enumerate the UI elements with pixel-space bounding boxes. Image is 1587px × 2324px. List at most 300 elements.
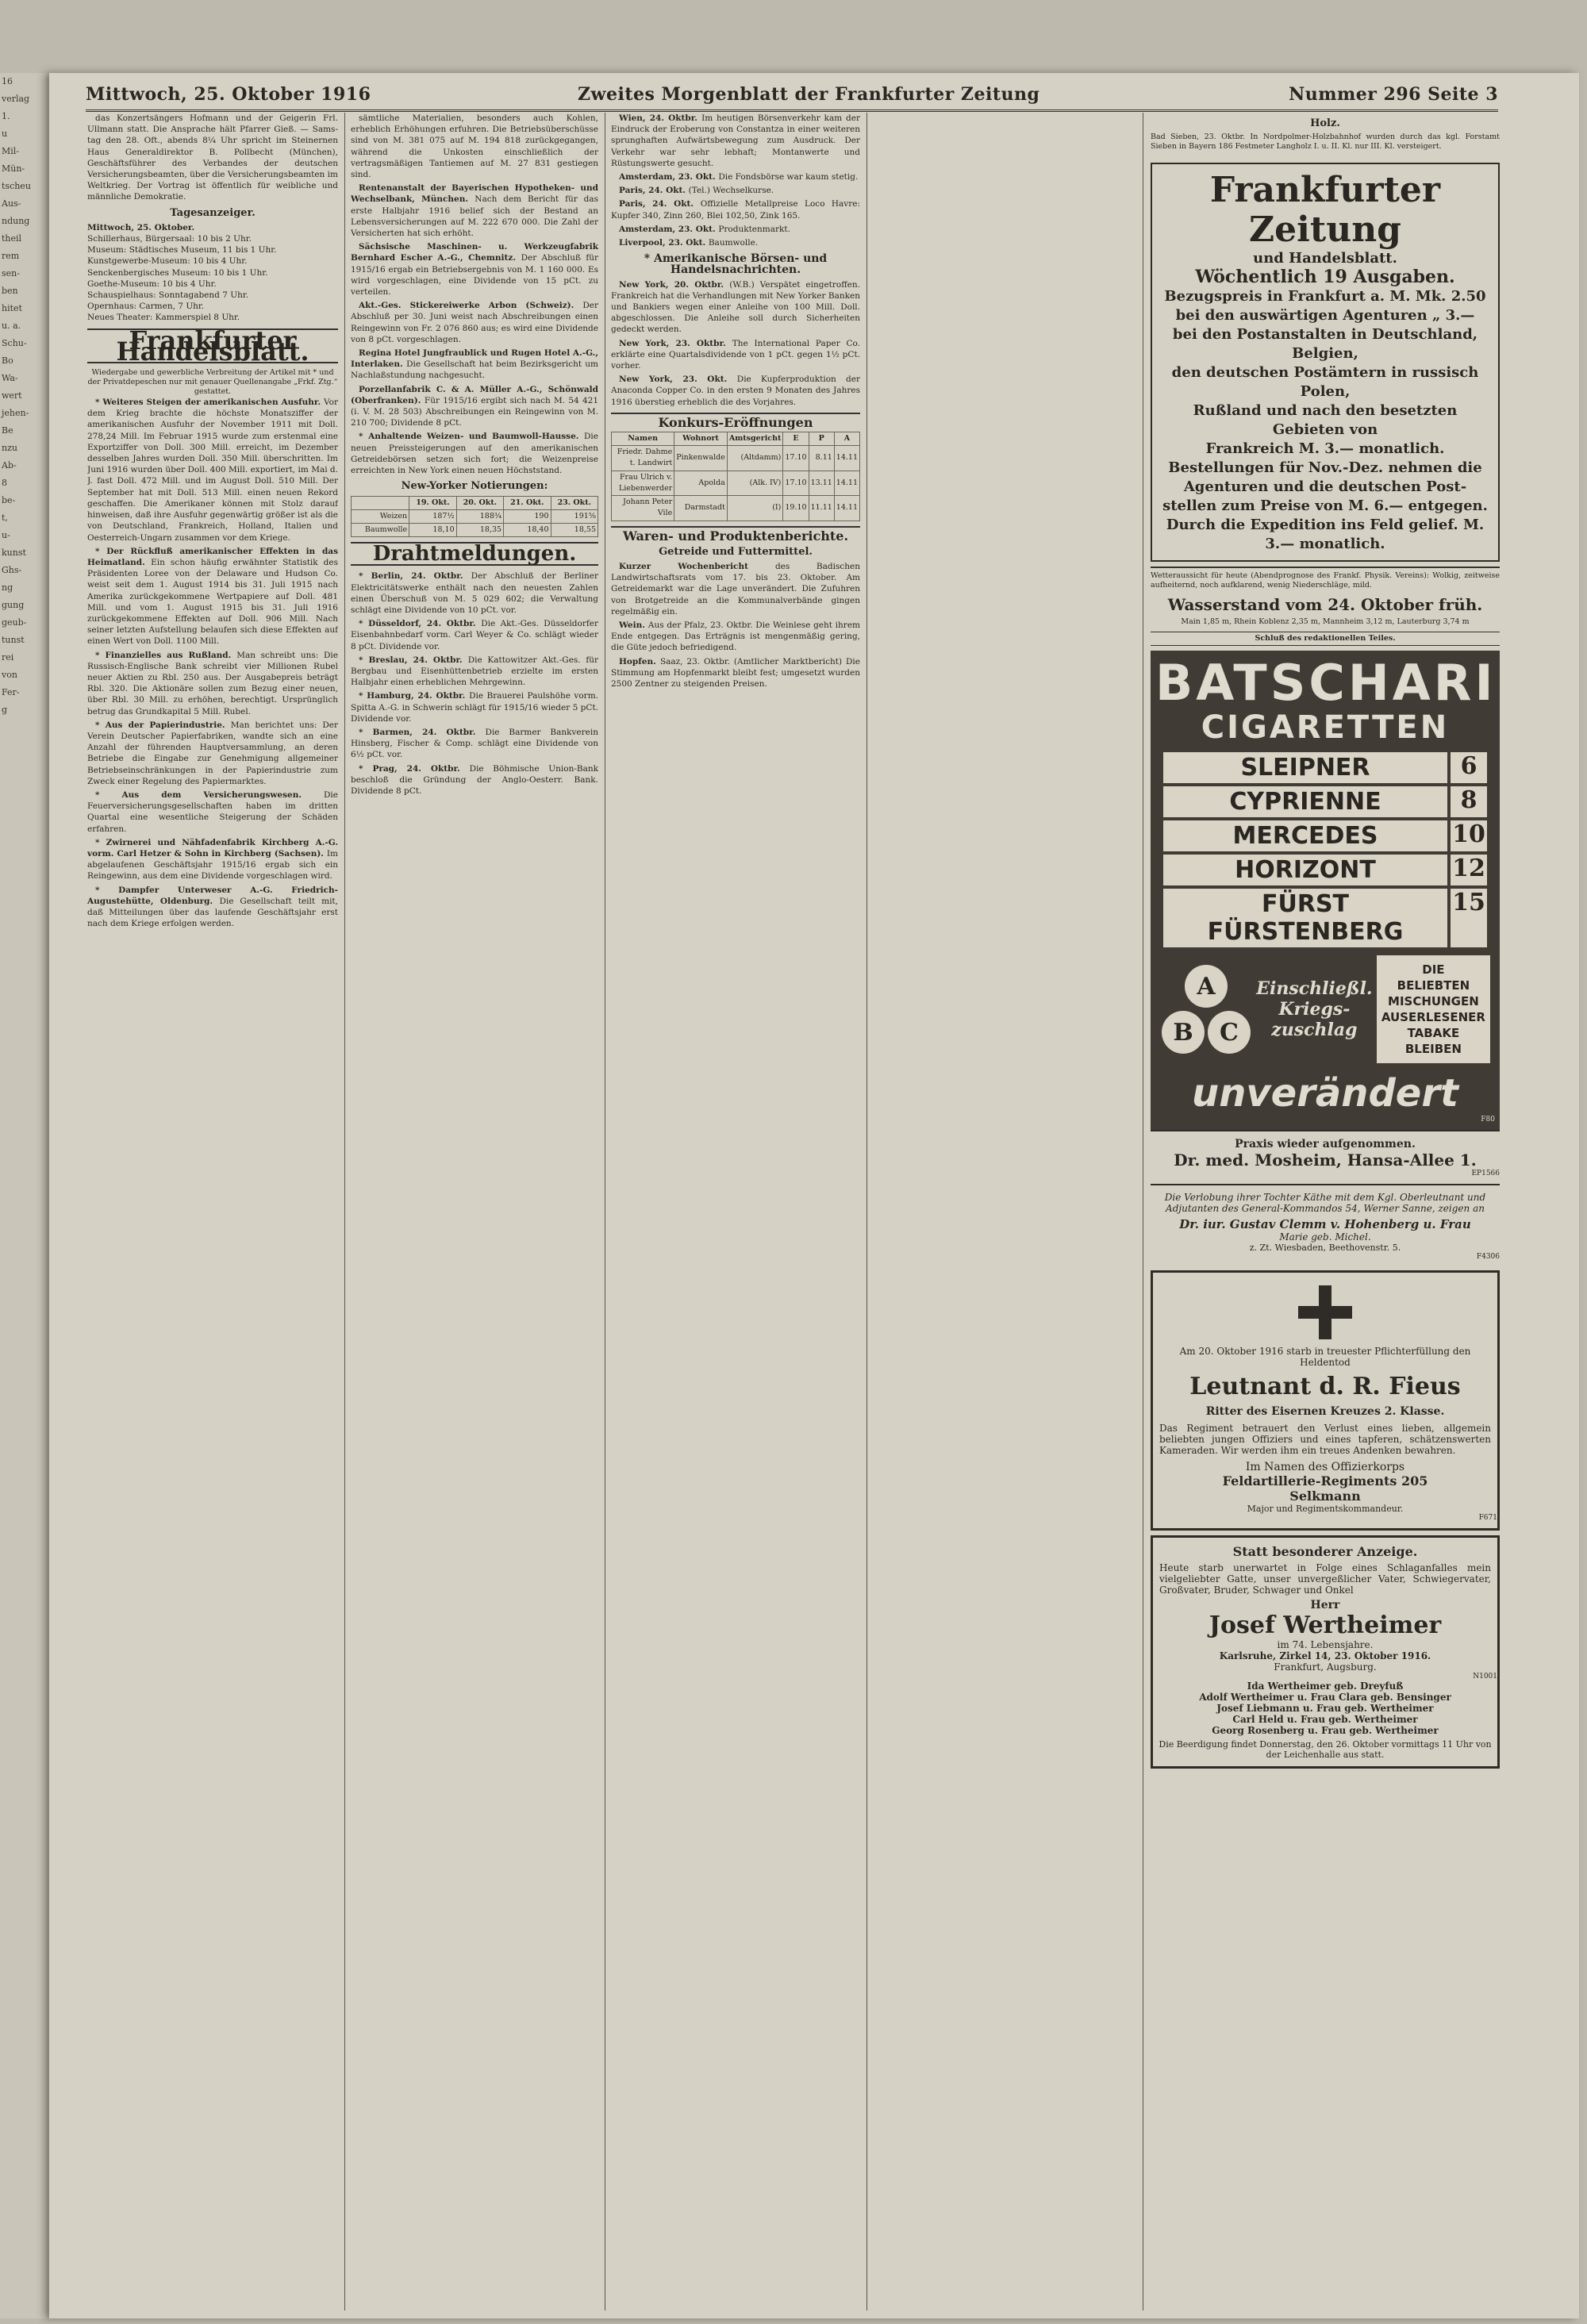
article-text: Die Fondsbörse war kaum stetig. [718,172,859,182]
table-header-cell: Namen [612,432,674,446]
article [611,198,860,221]
cigarette-price: 12 [1451,855,1487,885]
amer-news-list [611,279,860,408]
verlobung-text: Die Verlobung ihrer Tochter Käthe mit dem Kgl. Oberleutnant und Adjutanten des General-Kommandos 54, Werner Sanne, zeigen an [1164,1192,1486,1214]
abc-letter: B [1162,1011,1205,1054]
agenda-list [87,233,338,324]
batschari-unveraendert: unverändert [1192,1071,1458,1116]
margin-fragment: 1. [2,111,10,121]
table-cell: Apolda [674,471,728,495]
wert-text: Heute starb unerwartet in Folge eines Schlaganfalles mein vielgeliebter Gatte, unser unvergeßlicher Vater, Schwiegervater, Großvater, Bruder, Schwager und Onkel [1159,1562,1491,1596]
article-head: Wein. [619,620,648,630]
batschari-list [1163,752,1487,947]
margin-fragment: u. a. [2,321,21,331]
fieus-rank: Ritter des Eisernen Kreuzes 2. Klasse. [1205,1405,1445,1418]
table-cell: (Alk. IV) [727,471,783,495]
article [611,656,860,690]
margin-fragment: Fer- [2,687,20,697]
wert-mourner: Josef Liebmann u. Frau geb. Wertheimer [1216,1703,1434,1714]
margin-fragment: theil [2,233,22,244]
fieus-corps: Im Namen des Offizierkorps [1245,1461,1405,1473]
margin-fragment: tunst [2,635,25,645]
article [87,885,338,930]
fieus-signer-title: Major und Regimentskommandeur. [1247,1504,1404,1514]
article-text: Baumwolle. [708,238,759,248]
article [611,279,860,336]
wasser-title: Wasserstand vom 24. Oktober früh. [1167,595,1483,614]
table-header-cell: A [834,432,859,446]
praxis-name: Dr. med. Mosheim, Hansa-Allee 1. [1174,1150,1477,1170]
table-cell: (Altdamm) [727,446,783,471]
ny-price-table [351,496,598,538]
wert-funeral: Die Beerdigung findet Donnerstag, den 26. Oktober vormittags 11 Uhr von der Leichenhalle aus statt. [1159,1739,1492,1760]
article-text: Die Feuerversicherungsgesellschaften haben im dritten Quartal eine wesentliche Steigerung der Schäden erfahren. [87,789,338,834]
margin-fragment: Ab- [2,460,17,471]
table-header-cell: P [809,432,834,446]
table-cell: Pinkenwalde [674,446,728,471]
table-header-row [612,432,860,446]
margin-fragment: Aus- [2,198,21,209]
article-head: Wien, 24. Oktbr. [619,113,702,123]
article-text: Der Abschluß per 30. Juni weist nach Abschreibungen einen Reingewinn von Fr. 2 076 860 aus; es wird eine Dividende von 8 pCt. vorgeschlagen. [351,301,598,344]
table-cell: 8.11 [809,446,834,471]
wert-mourner: Carl Held u. Frau geb. Wertheimer [1232,1714,1418,1725]
ny-table-title: New-Yorker Notierungen: [401,480,548,493]
table-cell: 11.11 [809,496,834,520]
margin-fragment: Wa- [2,373,18,383]
table-cell: 188¾ [456,509,503,523]
article-text: Im abgelaufenen Geschäftsjahr 1915/16 ergab sich ein Reingewinn, aus dem eine Dividende vorgeschlagen wird. [87,848,338,882]
masthead-date: Mittwoch, 25. Oktober 1916 [86,84,371,105]
cigarette-brand: MERCEDES [1163,820,1447,851]
fz-line: Bestellungen für Nov.-Dez. nehmen die [1168,459,1482,476]
article-text: Offizielle Metallpreise Loco Havre: Kupfer 340, Zinn 260, Blei 102,50, Zink 165. [611,199,860,221]
table-header-cell: 23. Okt. [551,496,598,509]
fz-line: den deutschen Postämtern in russisch Polen, [1171,364,1479,400]
article [611,171,860,182]
article [611,185,860,196]
article-head: * Anhaltende Weizen- und Baumwoll-Hausse. [359,432,584,442]
fz-sub2: Wöchentlich 19 Ausgaben. [1195,267,1455,287]
article-head: Paris, 24. Okt. [619,186,689,196]
table-cell: 190 [504,509,551,523]
praxis-notice [1151,1130,1500,1184]
table-header-cell [352,496,409,509]
article-head: * Aus dem Versicherungswesen. [95,789,324,800]
slogan-line: DIE [1422,962,1445,977]
article-text: Die Kattowitzer Akt.-Ges. für Bergbau und Eisenhüttenbetrieb erzielte im ersten Halbjahr einen erheblichen Mehrgewinn. [351,655,598,688]
article-text: Die Gesellschaft hat beim Bezirksgericht um Nachlaßstundung nachgesucht. [351,359,598,381]
drahtmeldungen-title: Drahtmeldungen. [351,542,598,566]
margin-fragment: rei [2,652,14,663]
margin-fragment: von [2,670,17,680]
table-header-cell: 19. Okt. [409,496,456,509]
margin-fragment: Ghs- [2,565,22,575]
article [351,431,598,476]
wert-age: im 74. Lebensjahre. [1277,1639,1374,1650]
agenda-date: Mittwoch, 25. Oktober. [87,222,195,232]
margin-fragment: rem [2,251,20,261]
note-line: Einschließl. [1256,978,1373,999]
fz-line: Frankreich M. 3.— monatlich. [1205,440,1445,457]
fz-subscription-ad [1151,163,1500,562]
article [351,618,598,652]
article-text: Aus der Pfalz, 23. Oktbr. Die Weinlese geht ihrem Ende entgegen. Das Erträgnis ist mengenmäßig gering, die Güte jedoch befriedigend. [611,620,860,653]
article-text: Saaz, 23. Oktbr. (Amtlicher Marktbericht) Die Stimmung am Hopfenmarkt bleibt fest; umgesetzt wurden 2500 Zentner zu steigenden Preisen. [611,656,860,689]
table-cell: 18,35 [456,523,503,536]
praxis-title: Praxis wieder aufgenommen. [1235,1138,1416,1150]
margin-fragment: jehen- [2,408,29,418]
cigarette-brand: HORIZONT [1163,855,1447,885]
column-rule [344,113,345,2311]
table-header-cell: 20. Okt. [456,496,503,509]
article-text: Die neuen Preissteigerungen auf den amerikanischen Getreidebörsen setzen sich fort; die Weizenpreise erreichten in New York einen neuen Höchststand. [351,432,598,476]
wert-title: Statt besonderer Anzeige. [1232,1544,1418,1559]
article-head: Paris, 24. Okt. [619,199,701,209]
article-head: * Düsseldorf, 24. Oktbr. [359,619,482,629]
article-text: Vor dem Krieg brachte die höchste Monatsziffer der amerikanischen Ausfuhr der November 1911 mit Doll. 278,24 Mill. Im Februar 1915 wurde zum erstenmal eine Exportziffer von Doll. 300 Mill. erreicht, im Dezember desselben Jahres wurden Doll. 350 Mill. überschritten. Im Juni 1916 wurden über Doll. 400 Mill. exportiert, im Mai d. J. fast Doll. 472 Mill. und im August Doll. 510 Mill. Der September hat mit Doll. 513 Mill. einen neuen Rekord geschaffen. Die Amerikaner können mit Stolz darauf hinweisen, daß ihre Ausfuhr gegenwärtig größer ist als die von Deutschland, Frankreich, Holland, Italien und Oesterreich-Ungarn zusammen vor dem Kriege. [87,398,338,543]
article [611,620,860,654]
table-cell: 13.11 [809,471,834,495]
iron-cross-icon [1298,1285,1352,1339]
waren-title: Waren- und Produktenberichte. [611,526,860,542]
article-text: Man schreibt uns: Die Russisch-Englische Bank schreibt vier Millionen Rubel neuer Aktien zu Rbl. 250 aus. Der Ausgabepreis beträgt Rbl. 320. Die Aktionäre sollen zum Bezug einer neuen, über Rbl. 30 Mill. zu erhöhen, berechtigt. Ursprünglich betrug das Grundkapital 5 Mill. Rubel. [87,650,338,716]
holz-title: Holz. [1310,117,1340,129]
amer-title: * Amerikanische Börsen- und Handelsnachrichten. [644,252,828,277]
article-head: * Berlin, 24. Oktbr. [359,571,471,582]
fieus-text: Das Regiment betrauert den Verlust eines lieben, allgemein beliebten jungen Offiziers und eines tapferen, schätzenswerten Kameraden. Wir werden ihm ein treues Andenken bewahren. [1159,1423,1491,1456]
col3-articles [611,113,860,248]
batschari-note [1256,978,1372,1040]
article [611,224,860,235]
article-text: Die Brauerei Paulshöhe vorm. Spitta A.-G. in Schwerin schlägt für 1915/16 wieder 5 pCt. Dividende vor. [351,691,598,724]
abc-letter: C [1208,1011,1251,1054]
margin-fragment: Mün- [2,163,25,174]
article-head: Porzellanfabrik C. & A. Müller A.-G., Schönwald (Oberfranken). [351,384,598,405]
konkurs-title: Konkurs-Eröffnungen [611,413,860,428]
article-text: (W.B.) Verspätet eingetroffen. Frankreich hat die Verhandlungen mit New Yorker Banken und Bankiers wegen einer Anleihe von 100 Mill. Doll. abgeschlossen. Die Anleihe soll durch Sicherheiten gedeckt werden. [611,279,860,335]
agenda-item: Museum: Städtisches Museum, 11 bis 1 Uhr. [87,245,277,255]
agenda-item: Goethe-Museum: 10 bis 4 Uhr. [87,278,217,289]
verlobung-notice [1151,1184,1500,1267]
note-line: zuschlag [1271,1020,1358,1040]
article [351,348,598,382]
fieus-intro: Am 20. Oktober 1916 starb in treuester Pflichterfüllung den Heldentod [1179,1346,1471,1368]
table-cell: 187½ [409,509,456,523]
batschari-slogan [1377,955,1490,1063]
margin-fragment: tscheu [2,181,31,191]
fieus-code: F671 [1478,1514,1497,1522]
wert-code: N1001 [1473,1673,1497,1681]
verlobung-maiden: Marie geb. Michel. [1279,1231,1371,1243]
note-line: Kriegs- [1278,999,1351,1020]
fz-line: Bezugspreis in Frankfurt a. M. Mk. 2.50 [1164,288,1486,305]
batschari-sub: CIGARETTEN [1201,709,1450,746]
table-header-cell: Wohnort [674,432,728,446]
article-head: Amsterdam, 23. Okt. [619,224,719,234]
slogan-line: MISCHUNGEN [1388,994,1479,1008]
article-head: New York, 23. Okt. [619,375,737,385]
fz-line: bei den Postanstalten in Deutschland, Belgien, [1172,326,1478,362]
table-cell: 14.11 [834,471,859,495]
masthead-title: Zweites Morgenblatt der Frankfurter Zeitung [578,84,1040,105]
table-cell: Baumwolle [352,523,409,536]
article [351,241,598,298]
article-head: New York, 20. Oktbr. [619,279,730,290]
masthead-issue: Nummer 296 Seite 3 [1289,84,1498,105]
cigarette-brand: SLEIPNER [1163,752,1447,783]
article [87,789,338,835]
slogan-line: AUSERLESENER [1381,1010,1485,1024]
table-header-cell: 21. Okt. [504,496,551,509]
wertheimer-obituary [1151,1535,1500,1769]
table-header-cell: Amtsgericht [727,432,783,446]
verlobung-names: Dr. iur. Gustav Clemm v. Hohenberg u. Frau [1179,1217,1471,1231]
article [87,720,338,787]
article-text: Die Gesellschaft teilt mit, daß Mitteilungen über das laufende Geschäftsjahr erst nach dem Kriege erfolgen werden. [87,896,338,929]
waren-subtitle: Getreide und Futtermittel. [659,545,813,558]
fieus-obituary [1151,1270,1500,1531]
table-row [612,446,860,471]
wert-mourner: Ida Wertheimer geb. Dreyfuß [1247,1681,1404,1692]
article-text: Die Kupferproduktion der Anaconda Copper Co. in den ersten 9 Monaten des Jahres 1916 überstieg erheblich die des Vorjahres. [611,375,860,407]
article-text: Der Abschluß der Berliner Elektricitätswerke enthält nach den neuesten Zahlen einen Überschuß von M. 5 029 602; die Verwaltung schlägt eine Dividende von 10 pCt. vor. [351,571,598,615]
article-head: * Prag, 24. Oktbr. [359,763,470,774]
article [611,338,860,372]
abc-block [1160,963,1252,1055]
batschari-code: F80 [1481,1116,1495,1124]
table-cell: 19.10 [783,496,809,520]
agenda-title: Tagesanzeiger. [170,206,256,219]
article [351,384,598,429]
margin-fragment: u- [2,530,10,540]
article-head: * Hamburg, 24. Oktbr. [359,691,470,701]
cigarette-price: 6 [1451,752,1487,783]
cigarette-brand: CYPRIENNE [1163,786,1447,817]
fz-title: Frankfurter Zeitung [1209,170,1441,250]
col1-articles [87,397,338,929]
margin-fragment: ben [2,286,18,296]
margin-fragment: geub- [2,617,27,628]
article-text: The International Paper Co. erklärte eine Quartalsdividende von 1 pCt. gegen 1½ pCt. vorher. [611,338,860,371]
article [351,655,598,689]
table-cell: Johann Peter Vile [612,496,674,520]
agenda-item: Kunstgewerbe-Museum: 10 bis 4 Uhr. [87,256,248,267]
col2-articles [351,182,598,476]
handelsblatt-title: Frankfurter Handelsblatt. [87,328,338,363]
article [351,727,598,761]
agenda-item: Schillerhaus, Bürgersaal: 10 bis 2 Uhr. [87,234,252,244]
margin-fragment: kunst [2,547,26,558]
article-text: des Badischen Landwirtschaftsrats vom 17. bis 23. Oktober. Am Getreidemarkt war die Lage unverändert. Die Zufuhren von Brotgetreide an die Kommunalverbände gingen regelmäßig ein. [611,561,860,617]
fz-line: stellen zum Preise von M. 6.— entgegen. [1162,497,1488,514]
article-head: * Finanzielles aus Rußland. [95,650,237,660]
masthead [86,83,1498,112]
table-header-row [352,496,598,509]
article-head: * Zwirnerei und Nähfadenfabrik Kirchberg A.-G. vorm. Carl Hetzer & Sohn in Kirchberg (Sachsen). [87,837,338,859]
margin-fragment: Mil- [2,146,20,156]
table-header-cell: E [783,432,809,446]
konkurs-table [611,432,860,520]
column-3 [611,113,860,2303]
margin-fragment: hitet [2,303,22,313]
wert-mourner: Adolf Wertheimer u. Frau Clara geb. Bensinger [1199,1692,1451,1703]
agenda-item: Senckenbergisches Museum: 10 bis 1 Uhr. [87,267,268,278]
article-head: Liverpool, 23. Okt. [619,238,709,248]
table-cell: 14.11 [834,446,859,471]
article-head: * Der Rückfluß amerikanischer Effekten in das Heimatland. [87,546,338,567]
col2-intro: sämtliche Materialien, besonders auch Kohlen, erheblich Erhöhungen erfuhren. Die Betriebsüberschüsse sind von M. 381 075 auf M. 194 818 zurückgegangen, während die Unkosten einschließlich der vertragsmäßigen Tantiemen auf M. 27 831 gestiegen sind. [351,113,598,180]
margin-fragment: g [2,705,8,715]
column-2 [351,113,598,2303]
article [87,397,338,544]
article-text: Für 1915/16 ergibt sich nach M. 54 421 (i. V. M. 28 503) Abschreibungen ein Reingewinn von M. 210 700; Dividende 8 pCt. [351,395,598,428]
table-cell: 14.11 [834,496,859,520]
table-row [612,471,860,495]
margin-fragment: t, [2,513,8,523]
margin-fragment: u [2,129,8,139]
fieus-name: Leutnant d. R. Fieus [1189,1373,1461,1400]
article-text: Ein schon häufig erwähnter Statistik des Präsidenten Loree von der Delaware und Hudson Co. weist seit dem 1. August 1914 bis 31. Juli 1915 nach Amerika zurückgekommene Wertpapiere auf Doll. 481 Mill. und vom 1. August 1915 bis 31. Juli 1916 zurückgekommene Effekten auf Doll. 906 Mill. Nach seiner letzten Aufstellung belaufen sich diese Effekten auf einen Wert von Doll. 1100 Mill. [87,557,338,647]
article [87,837,338,882]
batschari-ad [1151,651,1500,1130]
holz-text: Bad Sieben, 23. Oktbr. In Nordpolmer-Holzbahnhof wurden durch das kgl. Forstamt Sieben in Bayern 186 Festmeter Langholz I. u. II. Kl. nur III. Kl. versteigert. [1151,133,1500,151]
cigarette-price: 8 [1451,786,1487,817]
wert-cities: Frankfurt, Augsburg. [1274,1661,1377,1673]
article [351,570,598,616]
table-cell: Darmstadt [674,496,728,520]
wert-place: Karlsruhe, Zirkel 14, 23. Oktober 1916. [1219,1650,1431,1661]
table-cell: (I) [727,496,783,520]
article-text: Der Abschluß für 1915/16 ergab ein Betriebsergebnis von M. 1 160 000. Es wird vorgeschlagen, eine Dividende von 15 pCt. zu verteilen. [351,253,598,298]
fieus-signer: Selkmann [1289,1489,1361,1504]
column-1 [87,113,338,2303]
article-head: * Dampfer Unterweser A.-G. Friedrich-Augustehütte, Oldenburg. [87,885,338,906]
adjacent-page-strip [0,73,46,2318]
slogan-line: BLEIBEN [1404,1042,1462,1056]
table-cell: 18,55 [551,523,598,536]
col1-intro: das Konzertsängers Hofmann und der Geigerin Frl. Ullmann statt. Die Ansprache hält Pfarrer Gieß. — Sams-tag den 28. Oft., abends 8¼ Uhr spricht im Steinernen Haus Generaldirektor B. Pollbecht (München), Geschäftsführer des Verbandes der deutschen Versicherungsbeamten, über die Versicherungsbeamten im Weltkrieg. Der Vortrag ist öffentlich für weibliche und männliche Demokratie. [87,113,338,202]
wetter-text: Wetteraussicht für heute (Abendprognose des Frankf. Physik. Vereins): Wolkig, zeitweise aufheiternd, noch aufklarend, wenig Niederschläge, mild. [1151,567,1500,590]
cigarette-price: 10 [1451,820,1487,851]
margin-fragment: 8 [2,478,7,488]
fz-line: Durch die Expedition ins Feld gelief. M. 3.— monatlich. [1166,517,1485,552]
batschari-abc-row [1160,955,1490,1063]
slogan-line: BELIEBTEN [1397,978,1470,993]
article-head: * Weiteres Steigen der amerikanischen Ausfuhr. [95,398,325,408]
wert-herr: Herr [1310,1599,1340,1611]
waren-list [611,561,860,690]
agenda-item: Opernhaus: Carmen, 7 Uhr. [87,302,205,312]
table-cell: 191⅝ [551,509,598,523]
margin-fragment: wert [2,390,22,401]
article-head: Hopfen. [619,656,660,666]
margin-fragment: be- [2,495,16,505]
article-head: Amsterdam, 23. Okt. [619,172,719,182]
wasser-text: Main 1,85 m, Rhein Koblenz 2,35 m, Mannheim 3,12 m, Lauterburg 3,74 m [1181,617,1470,626]
margin-fragment: Be [2,425,13,436]
cigarette-brand: FÜRST FÜRSTENBERG [1163,889,1447,947]
praxis-code: EP1566 [1471,1170,1500,1177]
table-row [352,509,598,523]
table-cell: 18,40 [504,523,551,536]
article [611,374,860,408]
article-text: Nach dem Bericht für das erste Halbjahr 1916 belief sich der Bestand an Lebensversicherungen auf M. 222 670 000. Die Zahl der Versicherten hat sich erhöht. [351,194,598,239]
wire-news-list [351,570,598,797]
verlobung-address: z. Zt. Wiesbaden, Beethovenstr. 5. [1249,1243,1401,1253]
fz-line: Agenturen und die deutschen Post- [1183,478,1467,495]
article-head: Kurzer Wochenbericht [619,561,775,571]
fz-sub1: und Handelsblatt. [1253,250,1397,267]
margin-fragment: Schu- [2,338,27,348]
article-text: Die Barmer Bankverein Hinsberg, Fischer & Comp. schlägt eine Dividende von 6½ pCt. vor. [351,727,598,760]
article-text: (Tel.) Wechselkurse. [688,186,774,196]
batschari-title: BATSCHARI [1155,654,1497,712]
article-text: Die Akt.-Ges. Düsseldorfer Eisenbahnbedarf vorm. Carl Weyer & Co. schlägt wieder 8 pCt. Dividende vor. [351,619,598,651]
advert-column [1151,113,1500,1769]
margin-fragment: verlag [2,94,30,104]
margin-fragment: 16 [2,76,13,86]
agenda-item: Neues Theater: Kammerspiel 8 Uhr. [87,313,240,323]
article [611,113,860,169]
article [351,182,598,239]
margin-fragment: ng [2,582,13,593]
table-cell: 17.10 [783,471,809,495]
table-row [612,496,860,520]
table-cell: 18,10 [409,523,456,536]
article-head: * Breslau, 24. Oktbr. [359,655,468,665]
abc-letter: A [1185,965,1228,1008]
article-head: New York, 23. Oktbr. [619,338,732,348]
article [351,300,598,345]
fz-line: Rußland und nach den besetzten Gebieten von [1193,402,1458,438]
table-cell: 17.10 [783,446,809,471]
wert-name: Josef Wertheimer [1209,1611,1442,1639]
table-cell: Frau Ulrich v. Liebenwerder [612,471,674,495]
cigarette-price: 15 [1451,889,1487,947]
agenda-item: Schauspielhaus: Sonntagabend 7 Uhr. [87,290,249,301]
article [87,650,338,717]
article-text: Man berichtet uns: Der Verein Deutscher Papierfabriken, wandte sich an eine Anzahl der führenden Hauptversammlung, an deren Betriebe die Eingabe zur Genehmigung allgemeiner Betriebseinschränkungen in der Papierindustrie zum Zweck einer Regelung des Papiermarktes. [87,720,338,786]
article-head: * Aus der Papierindustrie. [95,720,231,730]
margin-fragment: sen- [2,268,20,278]
verlobung-code: F4306 [1476,1253,1500,1261]
margin-fragment: Bo [2,355,13,366]
margin-fragment: gung [2,600,25,610]
table-row [352,523,598,536]
wert-mourner: Georg Rosenberg u. Frau geb. Wertheimer [1212,1725,1439,1736]
article [611,237,860,248]
fieus-regiment: Feldartillerie-Regiments 205 [1222,1473,1428,1489]
article-head: Regina Hotel Jungfraublick und Rugen Hotel A.-G., Interlaken. [351,348,598,370]
margin-fragment: nzu [2,443,17,453]
fz-line: bei den auswärtigen Agenturen „ 3.— [1175,307,1475,324]
article [611,561,860,617]
article-head: Rentenanstalt der Bayerischen Hypotheken- und Wechselbank, München. [351,183,598,205]
schluss-text: Schluß des redaktionellen Teiles. [1151,632,1500,646]
article-head: * Barmen, 24. Oktbr. [359,727,486,737]
table-cell: Weizen [352,509,409,523]
margin-fragment: ndung [2,216,30,226]
table-cell: Friedr. Dahme t. Landwirt [612,446,674,471]
article-text: Produktenmarkt. [718,224,790,234]
article-head: Sächsische Maschinen- u. Werkzeugfabrik Bernhard Escher A.-G., Chemnitz. [351,242,598,263]
handelsblatt-note: Wiedergabe und gewerbliche Verbreitung der Artikel mit * und der Privatdepeschen nur mit genauer Quellenangabe „Frkf. Ztg.“ gestattet. [87,368,338,397]
article [351,690,598,724]
slogan-line: TABAKE [1407,1026,1460,1040]
article [351,763,598,797]
article-text: Die Böhmische Union-Bank beschloß die Gründung der Anglo-Oesterr. Bank. Dividende 8 pCt. [351,763,598,796]
